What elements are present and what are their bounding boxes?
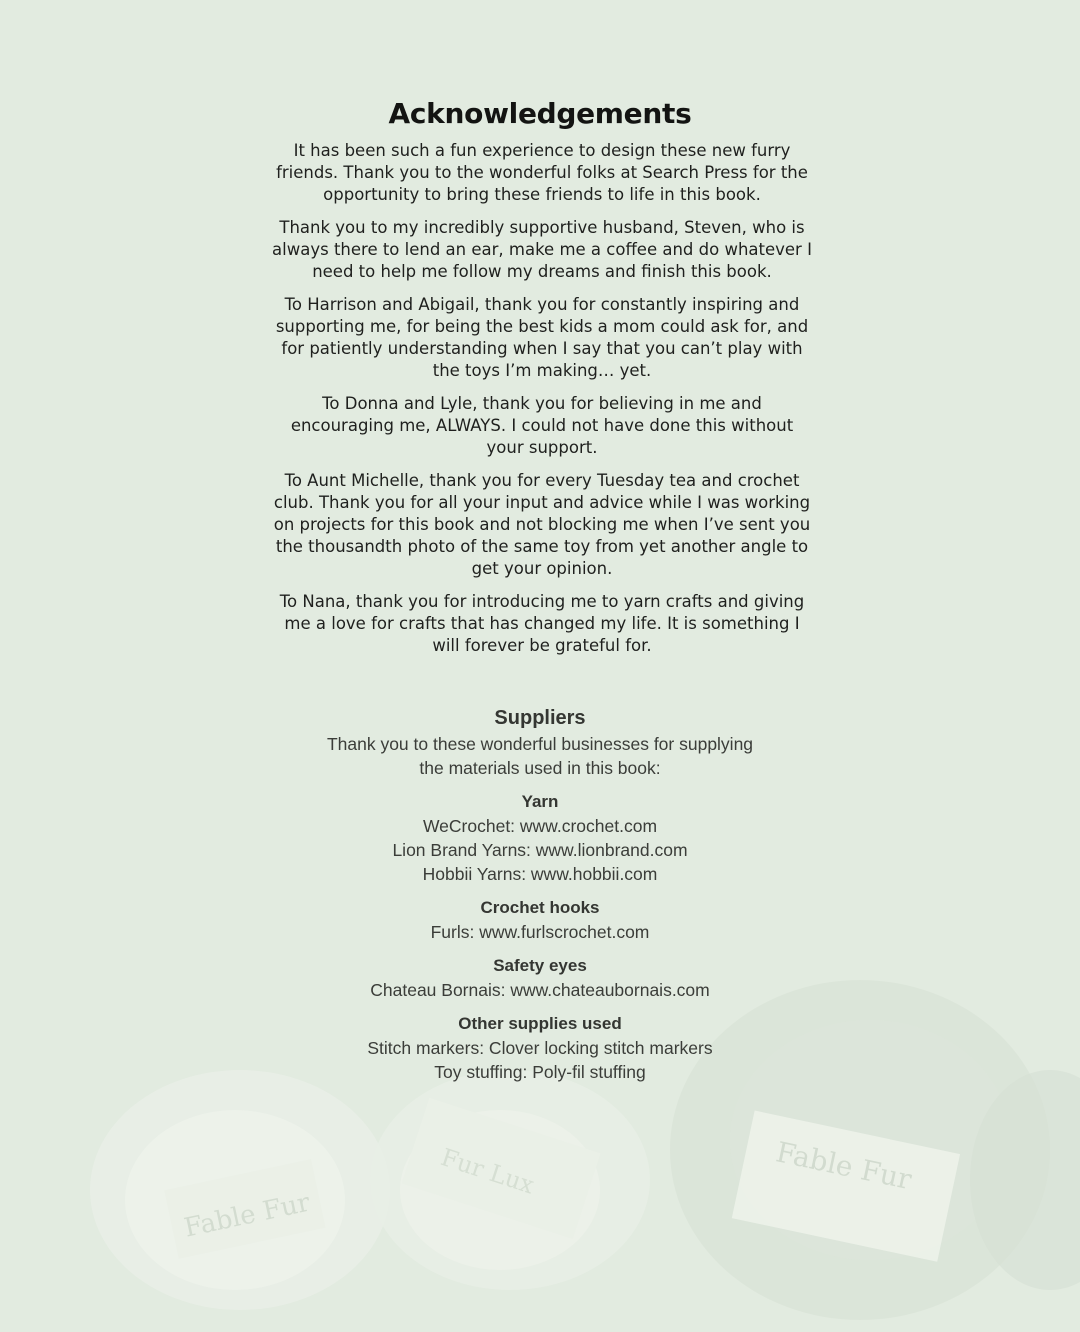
ack-paragraph: To Aunt Michelle, thank you for every Tuesday tea and crochet club. Thank you for all your input and advice while I was working on projects for this book and not blocking me when I’ve sent you the thousandth photo of the same toy from yet another angle to get your opinion. — [273, 471, 811, 578]
supplier-line: Chateau Bornais: www.chateaubornais.com — [370, 980, 710, 1000]
supplier-group-other-supplies — [0, 1012, 1080, 1084]
ack-paragraph: It has been such a fun experience to design these new furry friends. Thank you to the wonderful folks at Search Press for the opportunity to bring these friends to life in this book. — [276, 141, 808, 204]
supplier-line: Furls: www.furlscrochet.com — [430, 922, 650, 942]
supplier-line: Lion Brand Yarns: www.lionbrand.com — [392, 840, 688, 860]
supplier-group-safety-eyes — [0, 954, 1080, 1002]
suppliers-heading: Suppliers — [494, 707, 586, 729]
supplier-line: Toy stuffing: Poly-fil stuffing — [434, 1062, 646, 1082]
ack-paragraph: To Harrison and Abigail, thank you for constantly inspiring and supporting me, for being the best kids a mom could ask for, and for patiently understanding when I say that you can’t play with the toys I’m making… yet. — [275, 295, 809, 380]
supplier-group-yarn — [0, 790, 1080, 886]
suppliers-intro-line: the materials used in this book: — [419, 758, 661, 778]
supplier-group-heading: Safety eyes — [493, 956, 587, 975]
supplier-line: Hobbii Yarns: www.hobbii.com — [422, 864, 658, 884]
supplier-group-crochet-hooks — [0, 896, 1080, 944]
acknowledgements-body — [272, 140, 812, 668]
ack-paragraph: To Nana, thank you for introducing me to yarn crafts and giving me a love for crafts that has changed my life. It is something I will forever be grateful for. — [279, 592, 805, 655]
suppliers-intro-line: Thank you to these wonderful businesses for supplying — [326, 734, 754, 754]
svg-text:Fable Fur: Fable Fur — [773, 1135, 915, 1197]
suppliers-section — [0, 704, 1080, 1094]
supplier-group-heading: Yarn — [521, 792, 559, 811]
suppliers-intro — [0, 732, 1080, 780]
ack-paragraph: To Donna and Lyle, thank you for believing in me and encouraging me, ALWAYS. I could not have done this without your support. — [290, 394, 794, 457]
supplier-line: Stitch markers: Clover locking stitch markers — [367, 1038, 713, 1058]
svg-text:Fur Lux: Fur Lux — [437, 1143, 538, 1200]
supplier-group-heading: Other supplies used — [458, 1014, 622, 1033]
svg-text:Fable Fur: Fable Fur — [181, 1187, 313, 1244]
page-title: Acknowledgements — [388, 97, 692, 130]
ack-paragraph: Thank you to my incredibly supportive husband, Steven, who is always there to lend an ear, make me a coffee and do whatever I need to help me follow my dreams and finish this book. — [272, 218, 812, 281]
supplier-line: WeCrochet: www.crochet.com — [422, 816, 658, 836]
supplier-group-heading: Crochet hooks — [480, 898, 600, 917]
